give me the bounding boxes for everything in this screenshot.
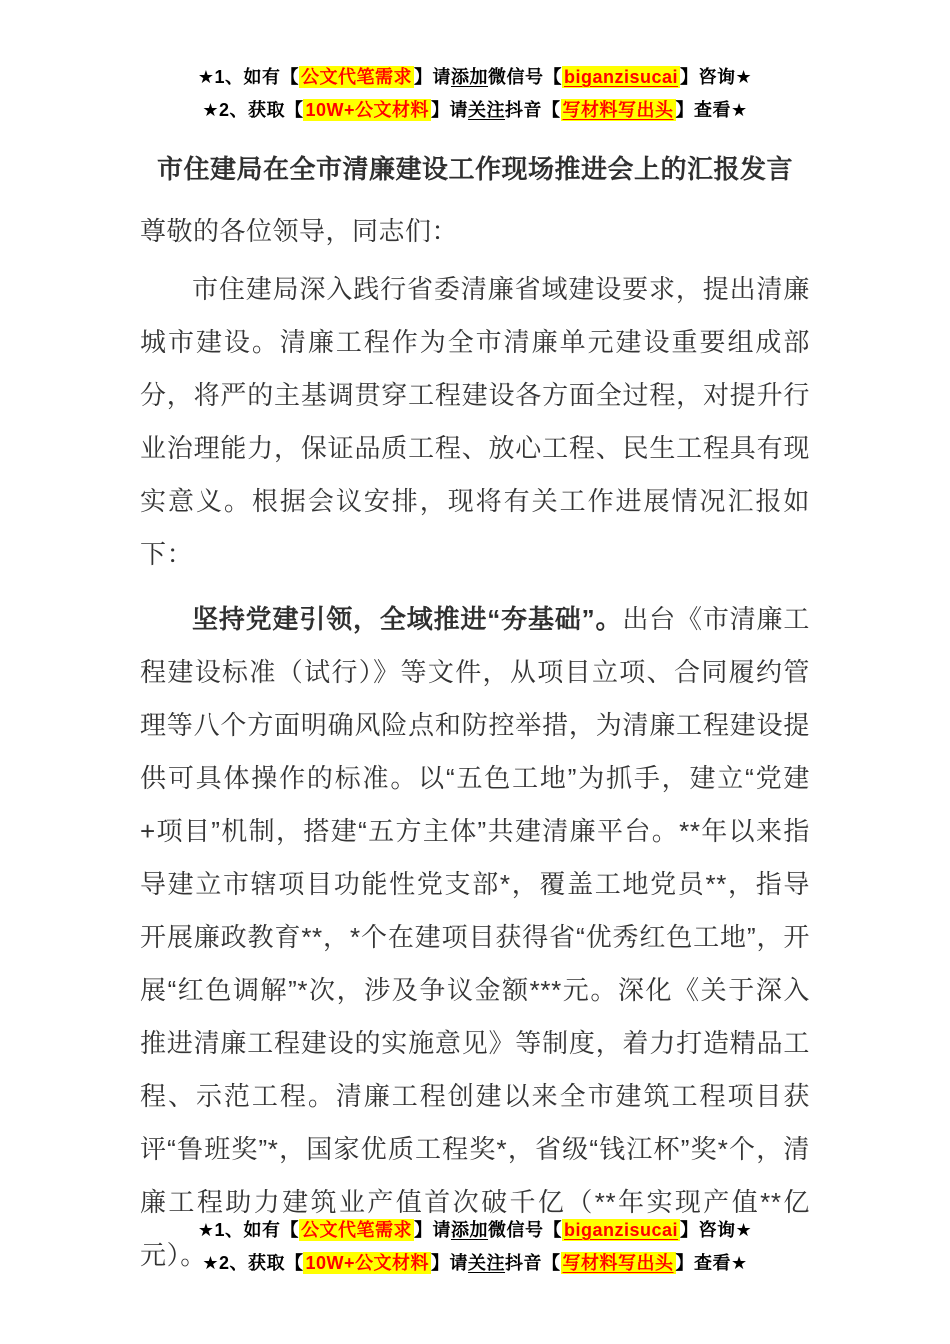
notice-text: 】请 [413, 67, 451, 87]
greeting-line: 尊敬的各位领导，同志们： [140, 216, 459, 246]
notice-text: 抖音【 [505, 100, 561, 120]
notice-text: ★2、获取【 [202, 1253, 304, 1273]
highlighted-ad-text: biganzisucai [563, 1220, 679, 1240]
paragraph-text: 出台《市清廉工程建设标准（试行）》等文件，从项目立项、合同履约管理等八个方面明确风险点和防控举措，为清廉工程建设提供可具体操作的标准。以“五色工地”为抓手，建立“党建+项目”机制，搭建“五方主体”共建清廉平台。**年以来指导建立市辖项目功能性党支部*，覆盖工地党员**，指导开展廉政教育**，*个在建项目获得省“优秀红色工地”，开展“红色调解”*次，涉及争议金额***元。深化《关于深入推进清廉工程建设的实施意见》等制度，着力打造精品工程、示范工程。清廉工程创建以来全市建筑工程项目获评“鲁班奖”*，国家优质工程奖*，省级“钱江杯”奖*个，清廉工程助力建筑业产值首次破千亿（**年实现产值**亿元）。 [140, 604, 811, 1270]
paragraph-text: 市住建局深入践行省委清廉省域建设要求，提出清廉城市建设。清廉工程作为全市清廉单元建设重要组成部分，将严的主基调贯穿工程建设各方面全过程，对提升行业治理能力，保证品质工程、放心工程、民生工程具有现实意义。根据会议安排，现将有关工作进展情况汇报如下： [140, 274, 810, 569]
highlighted-ad-text: biganzisucai [563, 67, 679, 87]
notice-text: ★2、获取【 [202, 100, 304, 120]
header-notice [140, 61, 810, 127]
notice-line [0, 1247, 950, 1280]
notice-text: 添加 [450, 1220, 488, 1240]
notice-text: 】请 [431, 1253, 469, 1273]
notice-line [140, 61, 810, 94]
notice-text: 】咨询★ [680, 67, 753, 87]
highlighted-ad-text: 10W+公文材料 [305, 100, 430, 120]
paragraph-lead: 坚持党建引领，全域推进“夯基础”。 [192, 604, 623, 634]
notice-text: 】查看★ [675, 1253, 748, 1273]
highlighted-ad-text: 公文代笔需求 [300, 67, 412, 87]
notice-text: 关注 [468, 1253, 506, 1273]
notice-line [0, 1214, 950, 1247]
highlighted-ad-text: 写材料写出头 [562, 100, 674, 120]
notice-text: ★1、如有【 [197, 1220, 299, 1240]
notice-text: 关注 [468, 100, 506, 120]
footer-notice [0, 1214, 950, 1280]
body-paragraph [140, 593, 810, 1282]
body-paragraph [140, 263, 810, 581]
notice-text: 】查看★ [675, 100, 748, 120]
notice-text: 抖音【 [505, 1253, 561, 1273]
highlighted-ad-text: 写材料写出头 [562, 1253, 674, 1273]
highlighted-ad-text: 公文代笔需求 [300, 1220, 412, 1240]
notice-text: 】请 [431, 100, 469, 120]
notice-text: 微信号【 [487, 67, 562, 87]
notice-text: 】咨询★ [680, 1220, 753, 1240]
notice-line [140, 94, 810, 127]
notice-text: 】请 [413, 1220, 451, 1240]
page-title: 市住建局在全市清廉建设工作现场推进会上的汇报发言 [156, 154, 793, 184]
notice-text: ★1、如有【 [197, 67, 299, 87]
notice-text: 微信号【 [487, 1220, 562, 1240]
highlighted-ad-text: 10W+公文材料 [305, 1253, 430, 1273]
notice-text: 添加 [450, 67, 488, 87]
